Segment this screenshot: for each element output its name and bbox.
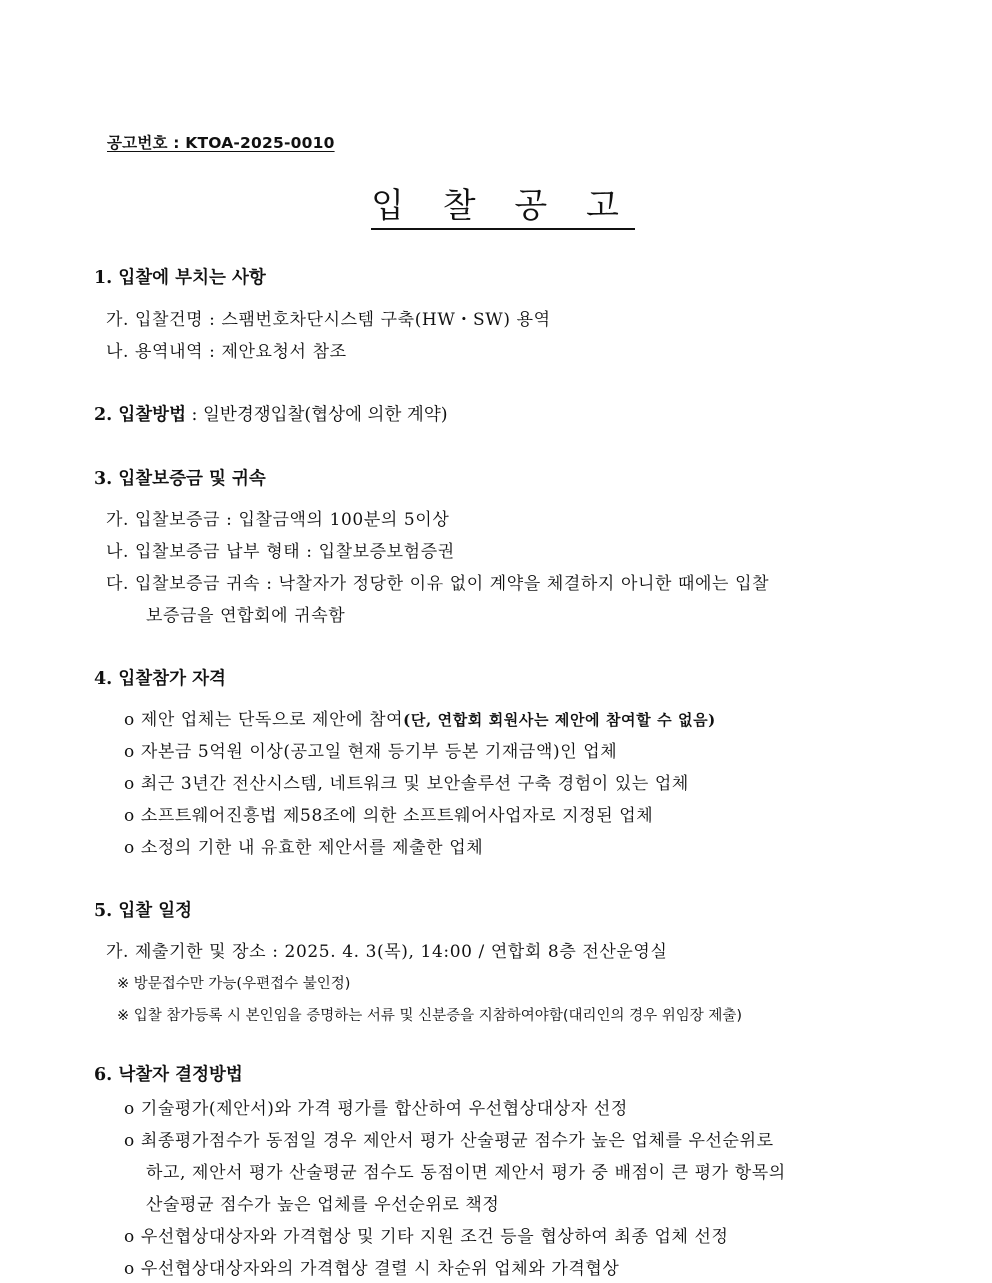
section-6-item-4: o 우선협상대상자와의 가격협상 결렬 시 차순위 업체와 가격협상 [124, 1259, 620, 1279]
notice-number: 공고번호 : KTOA-2025-0010 [107, 134, 335, 152]
section-6-item-2-line2: 하고, 제안서 평가 산술평균 점수도 동점이면 제안서 평가 중 배점이 큰 평가 항목의 [146, 1163, 786, 1183]
section-1-item-a: 가. 입찰건명 : 스팸번호차단시스템 구축(HW・SW) 용역 [106, 310, 551, 330]
document-title-text: 입 찰 공 고 [371, 186, 635, 230]
section-5-note-2: ※ 입찰 참가등록 시 본인임을 증명하는 서류 및 신분증을 지참하여야함(대리인의 경우 위임장 제출) [117, 1008, 743, 1024]
section-5-note-1: ※ 방문접수만 가능(우편접수 불인정) [117, 976, 351, 992]
section-6-heading: 6. 낙찰자 결정방법 [94, 1065, 243, 1085]
section-1-item-b: 나. 용역내역 : 제안요청서 참조 [106, 342, 347, 362]
section-4-item-1-text: o 제안 업체는 단독으로 제안에 참여 [124, 710, 404, 730]
section-3-item-a: 가. 입찰보증금 : 입찰금액의 100분의 5이상 [106, 510, 450, 530]
section-5-item-a: 가. 제출기한 및 장소 : 2025. 4. 3(목), 14:00 / 연합회 8층 전산운영실 [106, 942, 668, 962]
section-6-item-2-line3: 산술평균 점수가 높은 업체를 우선순위로 책정 [146, 1195, 500, 1215]
section-3-heading: 3. 입찰보증금 및 귀속 [94, 469, 266, 489]
section-2-heading-label: 2. 입찰방법 [94, 405, 186, 425]
section-4-item-1 [124, 705, 716, 730]
section-2-text: : 일반경쟁입찰(협상에 의한 계약) [185, 405, 448, 425]
section-4-item-1-bold-note: (단, 연합회 회원사는 제안에 참여할 수 없음) [403, 711, 716, 729]
document-title [0, 178, 992, 227]
section-4-heading: 4. 입찰참가 자격 [94, 669, 226, 689]
section-4-item-5: o 소정의 기한 내 유효한 제안서를 제출한 업체 [124, 838, 484, 858]
section-1-heading: 1. 입찰에 부치는 사항 [94, 268, 266, 288]
section-6-item-1: o 기술평가(제안서)와 가격 평가를 합산하여 우선협상대상자 선정 [124, 1099, 628, 1119]
section-3-item-b: 나. 입찰보증금 납부 형태 : 입찰보증보험증권 [106, 542, 455, 562]
section-2-heading [94, 401, 448, 426]
section-5-heading: 5. 입찰 일정 [94, 901, 193, 921]
section-3-item-c-line1: 다. 입찰보증금 귀속 : 낙찰자가 정당한 이유 없이 계약을 체결하지 아니한 때에는 입찰 [106, 574, 770, 594]
section-4-item-4: o 소프트웨어진흥법 제58조에 의한 소프트웨어사업자로 지정된 업체 [124, 806, 654, 826]
section-6-item-3: o 우선협상대상자와 가격협상 및 기타 지원 조건 등을 협상하여 최종 업체 선정 [124, 1227, 729, 1247]
section-6-item-2-line1: o 최종평가점수가 동점일 경우 제안서 평가 산술평균 점수가 높은 업체를 우선순위로 [124, 1131, 774, 1151]
section-3-item-c-line2: 보증금을 연합회에 귀속함 [146, 606, 346, 626]
section-4-item-3: o 최근 3년간 전산시스템, 네트워크 및 보안솔루션 구축 경험이 있는 업체 [124, 774, 689, 794]
section-4-item-2: o 자본금 5억원 이상(공고일 현재 등기부 등본 기재금액)인 업체 [124, 742, 618, 762]
